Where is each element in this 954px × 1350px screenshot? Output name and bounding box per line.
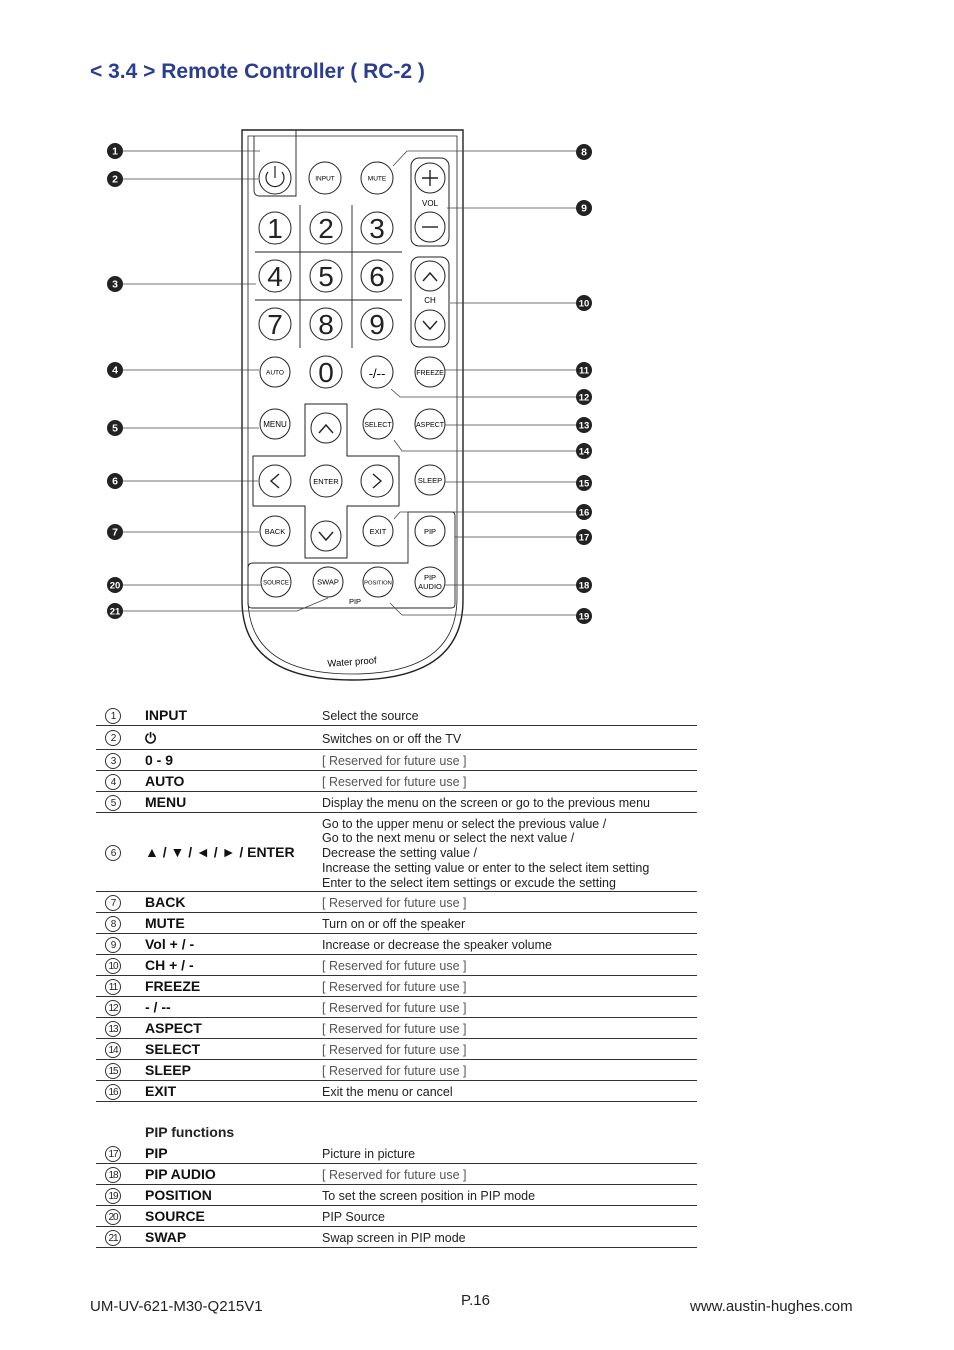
row-number-badge: 21 bbox=[105, 1230, 121, 1246]
pip-audio-2-label: AUDIO bbox=[418, 582, 442, 591]
row-description bbox=[322, 732, 461, 747]
table-row bbox=[96, 792, 697, 813]
description-line: Select the source bbox=[322, 709, 419, 724]
freeze-label: FREEZE bbox=[416, 370, 444, 377]
callout-20-label: 20 bbox=[109, 580, 121, 592]
table-row bbox=[96, 892, 697, 913]
callout-9-label: 9 bbox=[581, 202, 587, 215]
ch-up-button bbox=[415, 261, 445, 291]
description-line: Swap screen in PIP mode bbox=[322, 1231, 466, 1246]
callout-10-label: 10 bbox=[578, 298, 590, 310]
row-number-badge: 2 bbox=[105, 730, 121, 746]
row-number-badge: 20 bbox=[105, 1209, 121, 1225]
page-number: P.16 bbox=[461, 1292, 490, 1309]
select-label: SELECT bbox=[364, 422, 392, 429]
row-description bbox=[322, 1210, 385, 1225]
row-description bbox=[322, 817, 649, 891]
table-row bbox=[96, 1164, 697, 1185]
aspect-label: ASPECT bbox=[415, 422, 445, 429]
row-name: SOURCE bbox=[145, 1208, 205, 1224]
down-button bbox=[311, 521, 341, 551]
row-name: SLEEP bbox=[145, 1062, 191, 1078]
mute-label: MUTE bbox=[367, 175, 387, 183]
row-number-badge: 17 bbox=[105, 1146, 121, 1162]
pip-functions-heading: PIP functions bbox=[145, 1124, 235, 1140]
digit-3-label: 3 bbox=[369, 213, 385, 244]
row-number-badge: 5 bbox=[105, 795, 121, 811]
description-line: Picture in picture bbox=[322, 1147, 416, 1162]
description-line: Increase the setting value or enter to the select item setting bbox=[322, 860, 650, 875]
table-row bbox=[96, 1206, 697, 1227]
callout-14-label: 14 bbox=[578, 446, 590, 458]
row-name: INPUT bbox=[145, 707, 187, 723]
row-description bbox=[322, 1189, 535, 1204]
row-name: SELECT bbox=[145, 1041, 201, 1057]
description-line: Decrease the setting value / bbox=[322, 846, 477, 861]
table-row bbox=[96, 1060, 697, 1081]
callout-11-label: 11 bbox=[578, 365, 590, 377]
table-row bbox=[96, 955, 697, 976]
exit-label: EXIT bbox=[369, 527, 387, 536]
table-row bbox=[96, 1227, 697, 1248]
row-description bbox=[322, 1147, 415, 1162]
pip-group-label: PIP bbox=[348, 597, 362, 606]
page-title: < 3.4 > Remote Controller ( RC-2 ) bbox=[90, 60, 425, 83]
row-name: ⏻ bbox=[145, 729, 157, 746]
row-description bbox=[322, 1043, 467, 1058]
row-description bbox=[322, 796, 650, 811]
row-number-badge: 3 bbox=[105, 753, 121, 769]
row-number-badge: 7 bbox=[105, 895, 121, 911]
digit-4-label: 4 bbox=[267, 261, 283, 292]
digit-5-label: 5 bbox=[318, 261, 334, 292]
row-name: ▲ / ▼ / ◄ / ► / ENTER bbox=[145, 844, 295, 860]
table-row bbox=[96, 1185, 697, 1206]
description-line: [ Reserved for future use ] bbox=[322, 754, 467, 769]
row-number-badge: 11 bbox=[105, 979, 121, 995]
back-label: BACK bbox=[264, 527, 286, 536]
callout-21-label: 21 bbox=[109, 606, 121, 618]
row-name: PIP bbox=[145, 1145, 168, 1161]
table-row bbox=[96, 934, 697, 955]
callout-15-label: 15 bbox=[578, 478, 590, 490]
description-line: [ Reserved for future use ] bbox=[322, 1043, 467, 1058]
row-name: MUTE bbox=[145, 915, 185, 931]
row-name: AUTO bbox=[145, 773, 185, 789]
table-row bbox=[96, 1143, 697, 1164]
row-description bbox=[322, 1168, 467, 1183]
row-description bbox=[322, 938, 552, 953]
description-line: Go to the next menu or select the next value / bbox=[322, 831, 575, 846]
digit-9-label: 9 bbox=[369, 309, 385, 340]
row-name: ASPECT bbox=[145, 1020, 202, 1036]
row-description bbox=[322, 1064, 467, 1079]
position-label: POSITION bbox=[364, 580, 392, 587]
row-name: BACK bbox=[145, 894, 186, 910]
row-description bbox=[322, 917, 465, 932]
description-line: Enter to the select item settings or excude the setting bbox=[322, 875, 616, 890]
ch-down-button bbox=[415, 310, 445, 340]
description-line: [ Reserved for future use ] bbox=[322, 1064, 467, 1079]
table-row bbox=[96, 771, 697, 792]
row-description bbox=[322, 1022, 467, 1037]
row-number-badge: 4 bbox=[105, 774, 121, 790]
row-number-badge: 1 bbox=[105, 708, 121, 724]
row-number-badge: 6 bbox=[105, 845, 121, 861]
description-line: PIP Source bbox=[322, 1210, 386, 1225]
description-line: Switches on or off the TV bbox=[322, 731, 462, 746]
source-label: SOURCE bbox=[263, 580, 289, 587]
description-line: Go to the upper menu or select the previous value / bbox=[322, 816, 607, 831]
table-row bbox=[96, 976, 697, 997]
row-name: EXIT bbox=[145, 1083, 177, 1099]
description-line: [ Reserved for future use ] bbox=[322, 896, 467, 911]
table-row bbox=[96, 1039, 697, 1060]
callout-4-label: 4 bbox=[112, 364, 118, 377]
sleep-label: SLEEP bbox=[417, 476, 443, 485]
pip-audio-1-label: PIP bbox=[423, 573, 437, 582]
callout-2-label: 2 bbox=[112, 173, 118, 186]
up-button bbox=[311, 413, 341, 443]
callout-13-label: 13 bbox=[578, 420, 590, 432]
website: www.austin-hughes.com bbox=[690, 1298, 853, 1315]
row-name: MENU bbox=[145, 794, 187, 810]
digit-6-label: 6 bbox=[369, 261, 385, 292]
row-number-badge: 9 bbox=[105, 937, 121, 953]
digit-0-label: 0 bbox=[318, 357, 334, 388]
table-row bbox=[96, 913, 697, 934]
vol-label: VOL bbox=[421, 199, 439, 208]
row-description bbox=[322, 775, 467, 790]
callout-7-label: 7 bbox=[112, 526, 118, 539]
waterproof-label: Water proof bbox=[327, 655, 377, 670]
row-description bbox=[322, 709, 419, 724]
row-description bbox=[322, 896, 467, 911]
description-line: [ Reserved for future use ] bbox=[322, 980, 467, 995]
swap-label: SWAP bbox=[317, 577, 339, 587]
callout-16-label: 16 bbox=[578, 507, 590, 519]
table-row bbox=[96, 750, 697, 771]
digit-2-label: 2 bbox=[318, 213, 334, 244]
menu-label: MENU bbox=[263, 420, 287, 429]
callout-6-label: 6 bbox=[112, 475, 118, 488]
row-number-badge: 16 bbox=[105, 1084, 121, 1100]
digit-8-label: 8 bbox=[318, 309, 334, 340]
callout-5-label: 5 bbox=[112, 422, 118, 435]
description-line: [ Reserved for future use ] bbox=[322, 959, 467, 974]
description-line: [ Reserved for future use ] bbox=[322, 1022, 467, 1037]
description-line: Exit the menu or cancel bbox=[322, 1085, 453, 1100]
document-id: UM-UV-621-M30-Q215V1 bbox=[90, 1298, 263, 1315]
description-line: Increase or decrease the speaker volume bbox=[322, 938, 552, 953]
callout-12-label: 12 bbox=[578, 392, 590, 404]
input-label: INPUT bbox=[315, 175, 335, 183]
table-row bbox=[96, 1081, 697, 1102]
auto-label: AUTO bbox=[266, 369, 284, 377]
pip-label: PIP bbox=[423, 527, 437, 536]
row-description bbox=[322, 959, 467, 974]
row-number-badge: 18 bbox=[105, 1167, 121, 1183]
row-name: FREEZE bbox=[145, 978, 201, 994]
callout-19-label: 19 bbox=[578, 611, 590, 623]
row-number-badge: 14 bbox=[105, 1042, 121, 1058]
table-row bbox=[96, 813, 697, 892]
row-description bbox=[322, 1085, 453, 1100]
enter-label: ENTER bbox=[313, 477, 339, 486]
digit-1-label: 1 bbox=[267, 213, 283, 244]
callout-3-label: 3 bbox=[112, 278, 118, 291]
left-button bbox=[259, 465, 291, 497]
callout-1-label: 1 bbox=[112, 145, 118, 158]
description-line: [ Reserved for future use ] bbox=[322, 1168, 467, 1183]
row-number-badge: 13 bbox=[105, 1021, 121, 1037]
description-line: Display the menu on the screen or go to the previous menu bbox=[322, 796, 650, 811]
description-line: [ Reserved for future use ] bbox=[322, 1001, 467, 1016]
table-row bbox=[96, 997, 697, 1018]
description-line: To set the screen position in PIP mode bbox=[322, 1189, 536, 1204]
table-row bbox=[96, 705, 697, 726]
row-name: Vol + / - bbox=[145, 936, 195, 952]
dash-label: -/-- bbox=[368, 366, 386, 381]
row-name: - / -- bbox=[145, 999, 171, 1015]
right-button bbox=[361, 465, 393, 497]
description-line: Turn on or off the speaker bbox=[322, 917, 466, 932]
row-name: SWAP bbox=[145, 1229, 187, 1245]
callout-17-label: 17 bbox=[578, 532, 590, 544]
row-name: POSITION bbox=[145, 1187, 212, 1203]
row-number-badge: 15 bbox=[105, 1063, 121, 1079]
row-number-badge: 8 bbox=[105, 916, 121, 932]
callout-18-label: 18 bbox=[578, 580, 590, 592]
power-button bbox=[259, 162, 291, 194]
row-name: PIP AUDIO bbox=[145, 1166, 216, 1182]
table-row bbox=[96, 726, 697, 750]
row-number-badge: 12 bbox=[105, 1000, 121, 1016]
row-description bbox=[322, 980, 467, 995]
row-description bbox=[322, 754, 467, 769]
row-name: 0 - 9 bbox=[145, 752, 174, 768]
row-description bbox=[322, 1231, 466, 1246]
row-description bbox=[322, 1001, 467, 1016]
digit-7-label: 7 bbox=[267, 309, 283, 340]
callout-8-label: 8 bbox=[581, 146, 587, 159]
row-number-badge: 19 bbox=[105, 1188, 121, 1204]
row-name: CH + / - bbox=[145, 957, 194, 973]
ch-label: CH bbox=[424, 296, 436, 305]
table-row bbox=[96, 1018, 697, 1039]
row-number-badge: 10 bbox=[105, 958, 121, 974]
description-line: [ Reserved for future use ] bbox=[322, 775, 467, 790]
